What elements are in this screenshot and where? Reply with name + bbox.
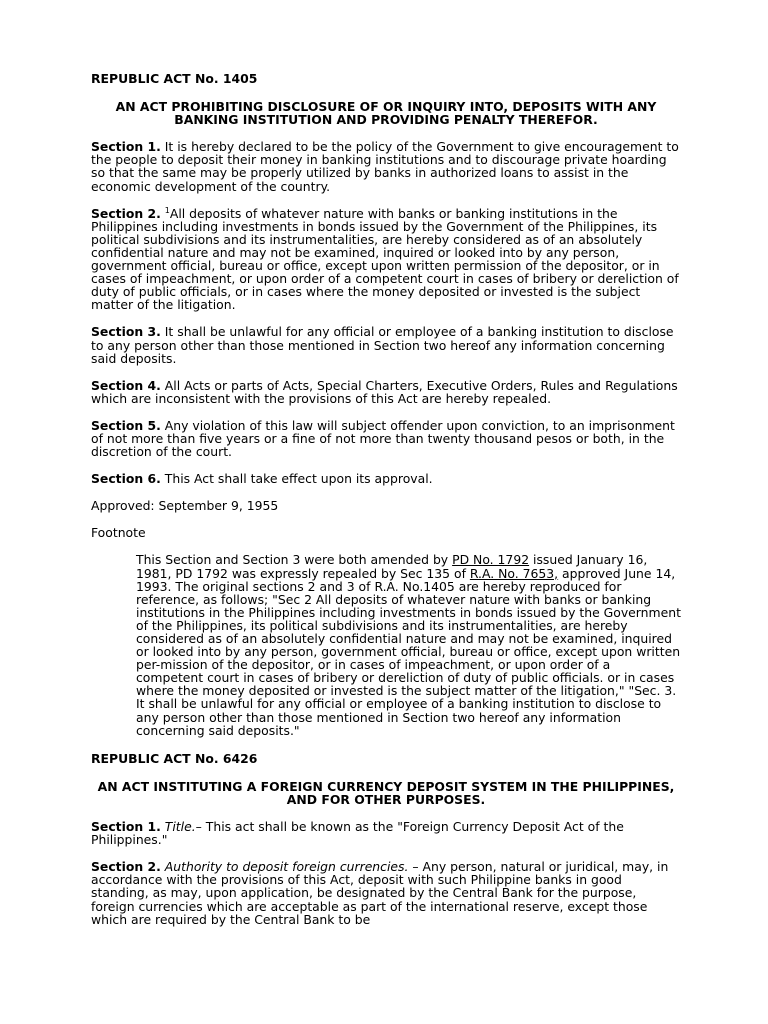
- section-label: Section 2.: [91, 205, 161, 221]
- act-1405-section-2: [91, 207, 681, 312]
- footnote-marker[interactable]: 1: [164, 205, 170, 215]
- act-1405-section-5: [91, 419, 681, 458]
- section-text: It is hereby declared to be the policy of the Government to give encouragement to the people to deposit their money in banking institutions and to discourage private hoarding so that the same may be properly utilized by banks in authorized loans to assist in the economic development of the country.: [91, 139, 679, 194]
- act-1405-section-3: [91, 325, 681, 364]
- act-6426-title: AN ACT INSTITUTING A FOREIGN CURRENCY DEPOSIT SYSTEM IN THE PHILIPPINES, AND FOR OTHER PURPOSES.: [97, 778, 675, 807]
- section-label: Section 1.: [91, 139, 161, 155]
- section-text: All deposits of whatever nature with banks or banking institutions in the Philippines including investments in bonds issued by the Government of the Philippines, its political subdivisions and its instrumentalities, are hereby considered as of an absolutely confidential nature and may not be examined, inquired or looked into by any person, government official, bureau or office, except upon written permission of the depositor, or in cases of impeachment, or upon order of a competent court in cases of bribery or dereliction of duty of public officials, or in cases where the money deposited or invested is the subject matter of the litigation.: [91, 205, 679, 313]
- footnote-heading: Footnote: [91, 525, 146, 541]
- section-label: Section 5.: [91, 417, 161, 433]
- document-body: [91, 72, 681, 940]
- act-1405-number: REPUBLIC ACT No. 1405: [91, 71, 258, 86]
- act-6426-section-1: [91, 820, 681, 846]
- section-text: – Any person, natural or juridical, may, in accordance with the provisions of this Act, deposit with such Philippine banks in good standing, as may, upon application, be designated by the Central Bank for the purpose, foreign currencies which are acceptable as part of the international reserve, except those which are required by the Central Bank to be: [91, 859, 669, 927]
- section-heading: Authority to deposit foreign currencies.: [164, 859, 409, 875]
- ra-7653-link[interactable]: R.A. No. 7653,: [469, 565, 559, 581]
- section-heading: Title.: [164, 819, 196, 835]
- section-label: Section 3.: [91, 324, 161, 340]
- section-label: Section 1.: [91, 819, 161, 835]
- section-label: Section 4.: [91, 377, 161, 393]
- section-text: Any violation of this law will subject offender upon conviction, to an imprisonment of not more than five years or a fine of not more than twenty thousand pesos or both, in the discretion of the court.: [91, 417, 675, 460]
- section-text: It shall be unlawful for any official or employee of a banking institution to disclose to any person other than those mentioned in Section two hereof any information concerning said deposits.: [91, 324, 674, 366]
- approval-date: Approved: September 9, 1955: [91, 498, 279, 514]
- footnote-part-2: issued January 16, 1981, PD 1792 was expressly repealed by Sec 135 of: [136, 552, 648, 581]
- act-1405-section-4: [91, 379, 681, 405]
- section-text: All Acts or parts of Acts, Special Charters, Executive Orders, Rules and Regulations which are inconsistent with the provisions of this Act are hereby repealed.: [91, 377, 678, 406]
- footnote-part-3: approved June 14, 1993. The original sections 2 and 3 of R.A. No.1405 are hereby reproduced for reference, as follows; "Sec 2 All deposits of whatever nature with banks or banking institutions in the Philippines including investments in bonds issued by the Government of the Philippines, its political subdivisions and its instrumentalities, are hereby considered as of an absolutely confidential nature and may not be examined, inquired or looked into by any person, government official, bureau or office, except upon written per-mission of the depositor, or in cases of impeachment, or upon order of a competent court in cases of bribery or dereliction of duty of public officials. or in cases where the money deposited or invested is the subject matter of the litigation," "Sec. 3. It shall be unlawful for any official or employee of a banking institution to disclose to any person other than those mentioned in Section two hereof any information concerning said deposits.": [136, 565, 681, 738]
- section-text: – This act shall be known as the "Foreign Currency Deposit Act of the Philippines.": [91, 819, 624, 848]
- footnote-part-1: This Section and Section 3 were both amended by: [136, 552, 453, 568]
- act-6426-section-2: [91, 860, 681, 925]
- act-6426-number: REPUBLIC ACT No. 6426: [91, 750, 258, 766]
- act-1405-section-6: [91, 472, 681, 485]
- footnote-text: [136, 553, 681, 736]
- act-1405-section-1: [91, 140, 681, 192]
- section-label: Section 2.: [91, 859, 161, 875]
- section-label: Section 6.: [91, 471, 161, 487]
- act-1405-title: AN ACT PROHIBITING DISCLOSURE OF OR INQUIRY INTO, DEPOSITS WITH ANY BANKING INSTITUTION AND PROVIDING PENALTY THEREFOR.: [115, 99, 657, 128]
- section-text: This Act shall take effect upon its approval.: [164, 471, 433, 487]
- pd-1792-link[interactable]: PD No. 1792: [452, 552, 530, 568]
